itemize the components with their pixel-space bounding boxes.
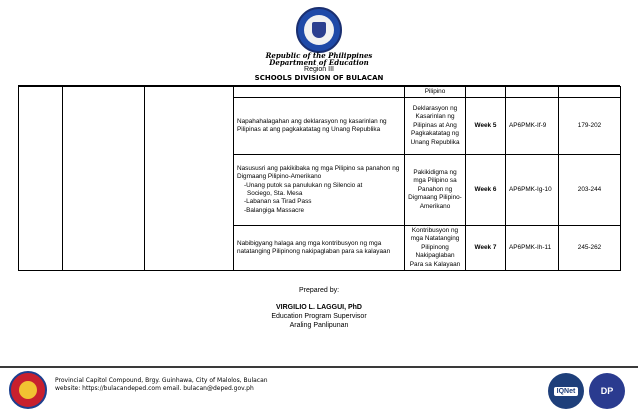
- iqnet-certification-logo: [548, 373, 584, 409]
- department-heading: Department of Education: [269, 58, 369, 67]
- content-cell: Pakikidigma ng mga Pilipino sa Panahon ng Digmaang Pilipino-Amerikano: [405, 155, 466, 226]
- bulacan-seal-logo: [9, 371, 47, 409]
- signatory-subject: Araling Panlipunan: [289, 322, 349, 329]
- signatory-name: VIRGILIO L. LAGGUI, PhD: [276, 304, 362, 311]
- week-cell: [466, 87, 506, 98]
- competency-cell: Nabibigyang halaga ang mga kontribusyon ng mga natatanging Pilipinong nakipaglaban para sa kalayaan: [234, 226, 405, 271]
- pages-cell: 245-262: [559, 226, 621, 271]
- competency-cell: [234, 155, 405, 226]
- cert-seal-label: DP: [600, 386, 614, 396]
- pages-cell: [559, 87, 621, 98]
- content-cell: Kontribusyon ng mga Natatanging Pilipinong Nakipaglaban Para sa Kalayaan: [405, 226, 466, 271]
- empty-cell: [63, 87, 145, 271]
- competency-bullet: -Labanan sa Tirad Pass: [244, 198, 312, 206]
- region-heading: Region III: [304, 66, 334, 73]
- content-cell: Deklarasyon ng Kasarinlan ng Pilipinas at Ang Pagkakatatag ng Unang Republika: [405, 98, 466, 155]
- republic-heading: Republic of the Philippines: [265, 51, 373, 60]
- week-cell: Week 7: [466, 226, 506, 271]
- competency-cell: [234, 87, 405, 98]
- code-cell: AP6PMK-Ih-11: [506, 226, 559, 271]
- competency-bullet: -Unang putok sa panulukan ng Silencio at: [244, 181, 363, 189]
- code-cell: AP6PMK-Ig-10: [506, 155, 559, 226]
- deped-seal-logo: [296, 7, 342, 53]
- iqnet-label: IQNet: [554, 387, 579, 396]
- curriculum-table: [18, 86, 621, 271]
- code-cell: [506, 87, 559, 98]
- footer-contact: website: https://bulacandeped.com email. bulacan@deped.gov.ph: [55, 385, 254, 392]
- pages-cell: 179-202: [559, 98, 621, 155]
- empty-cell: [19, 87, 63, 271]
- competency-cell: Napahahalagahan ang deklarasyon ng kasarinlan ng Pilipinas at ang pagkakatatag ng Unang Republika: [234, 98, 405, 155]
- pages-cell: 203-244: [559, 155, 621, 226]
- division-heading: SCHOOLS DIVISION OF BULACAN: [254, 74, 384, 82]
- week-cell: Week 5: [466, 98, 506, 155]
- prepared-by-label: Prepared by:: [298, 287, 340, 294]
- signatory-title: Education Program Supervisor: [271, 313, 367, 320]
- week-cell: Week 6: [466, 155, 506, 226]
- code-cell: AP6PMK-If-9: [506, 98, 559, 155]
- footer-divider: [0, 366, 638, 368]
- competency-bullet: Sociego, Sta. Mesa: [247, 190, 303, 197]
- content-cell: Pilipino: [405, 87, 466, 98]
- table-row: [19, 87, 621, 98]
- empty-cell: [145, 87, 234, 271]
- footer-address: Provincial Capitol Compound, Brgy. Guinhawa, City of Malolos, Bulacan: [55, 377, 268, 384]
- competency-line: Nasususri ang pakikibaka ng mga Pilipino sa panahon ng Digmaang Pilipino-Amerikano: [237, 164, 400, 181]
- competency-bullet: -Balangiga Massacre: [244, 206, 305, 214]
- certification-seal-logo: [589, 373, 625, 409]
